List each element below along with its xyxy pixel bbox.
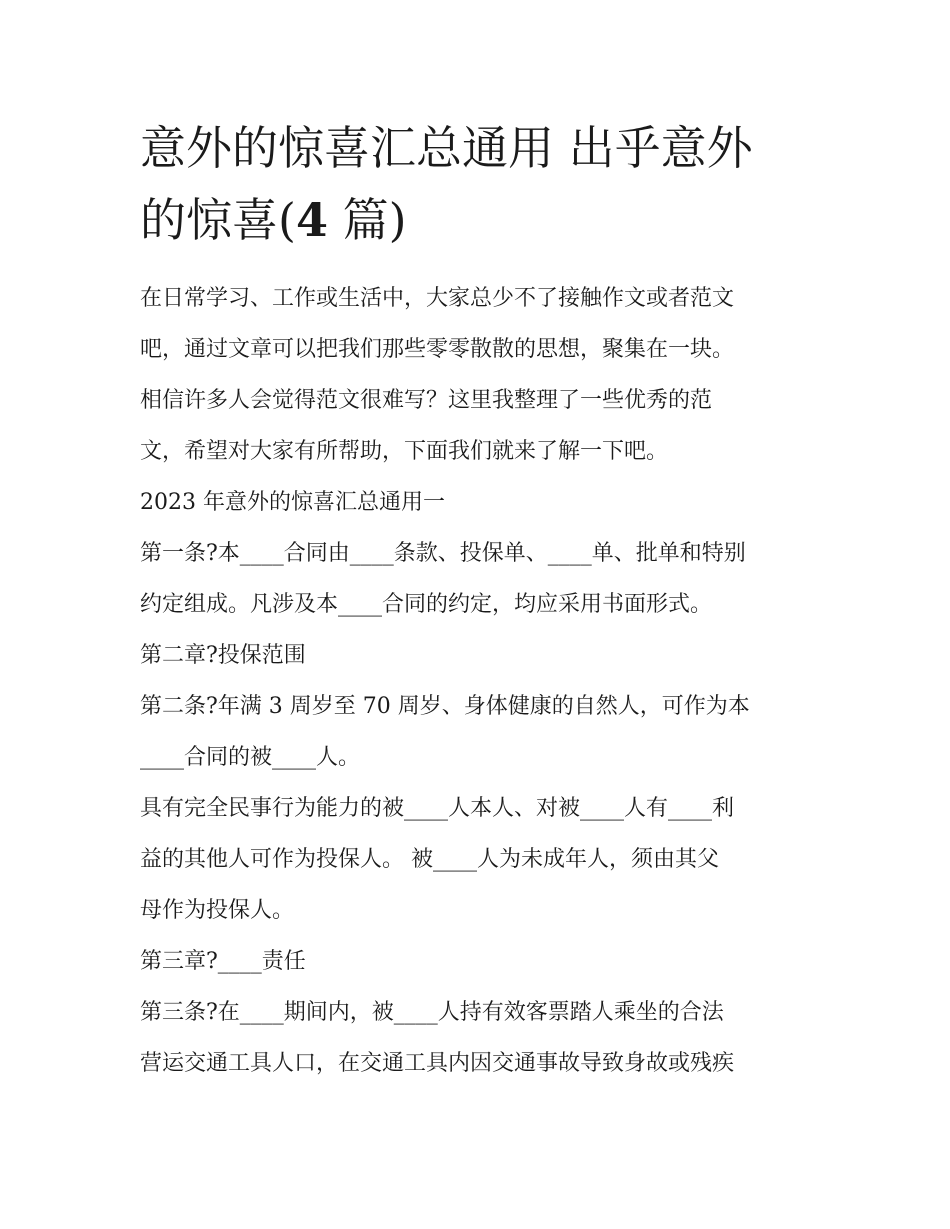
body-line: 具有完全民事行为能力的被____人本人、对被____人有____利 [140,796,735,821]
body-line: 约定组成。凡涉及本____合同的约定，均应采用书面形式。 [140,592,713,617]
body-line: 相信许多人会觉得范文很难写？这里我整理了一些优秀的范 [140,388,713,413]
body-line: 益的其他人可作为投保人。 被____人为未成年人，须由其父 [140,847,719,872]
body-line: 第二条?年满 3 周岁至 70 周岁、身体健康的自然人，可作为本 [140,694,750,719]
body-line: 在日常学习、工作或生活中，大家总少不了接触作文或者范文 [140,286,735,311]
title-line-2-prefix: 的惊喜( [140,193,296,247]
title-line-2-number: 4 [295,193,328,247]
chapter-heading: 第二章?投保范围 [140,643,306,668]
title-line-2-suffix: 篇) [327,193,407,247]
body-line: 营运交通工具人口，在交通工具内因交通事故导致身故或残疾 [140,1051,735,1076]
section-heading: 2023 年意外的惊喜汇总通用一 [140,490,445,515]
title-line-1: 意外的惊喜汇总通用 出乎意外 [140,121,753,175]
body-line: 文，希望对大家有所帮助，下面我们就来了解一下吧。 [140,439,669,464]
body-line: 母作为投保人。 [140,898,295,923]
chapter-heading: 第三章?____责任 [140,949,306,974]
body-line: 第一条?本____合同由____条款、投保单、____单、批单和特别 [140,541,746,566]
document-body [140,273,820,1089]
body-line: 吧，通过文章可以把我们那些零零散散的思想，聚集在一块。 [140,337,735,362]
body-line: 第三条?在____期间内，被____人持有效客票踏人乘坐的合法 [140,1000,724,1025]
document-title [140,112,820,256]
body-line: ____合同的被____人。 [140,745,361,770]
